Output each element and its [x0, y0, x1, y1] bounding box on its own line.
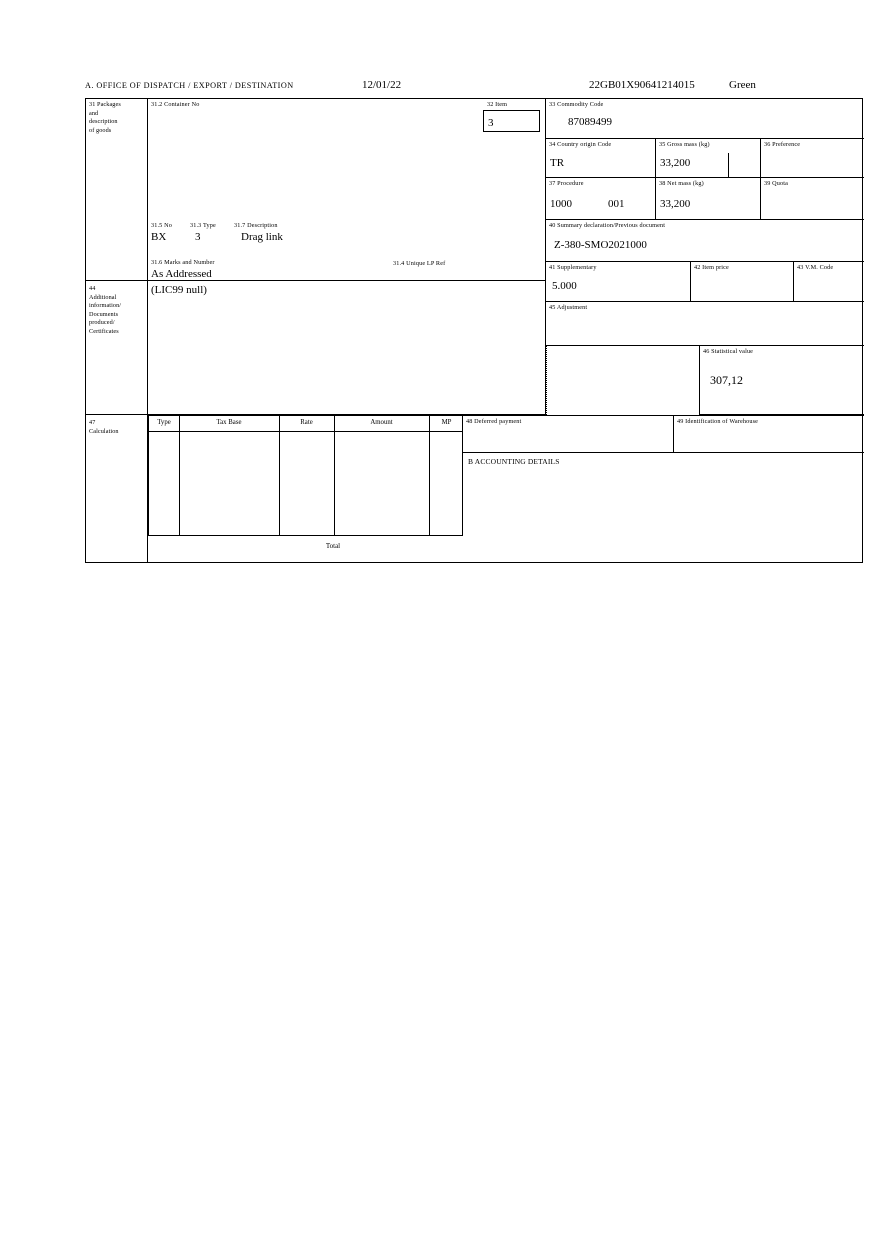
box-37-cell: [546, 178, 656, 220]
box-31-3-type-label: 31.3 Type: [190, 222, 216, 229]
box-47-head-sep-4: [429, 416, 430, 432]
box-31-7-description-label: 31.7 Description: [234, 222, 278, 229]
box-35-label: 35 Gross mass (kg): [659, 141, 710, 148]
box-31-label-line-4: of goods: [89, 126, 112, 134]
box-44-label-line-2: Additional: [89, 293, 117, 301]
box-47-body-sep-1: [179, 432, 180, 536]
box-45-dotted-divider: [546, 346, 547, 415]
box-46-label: 46 Statistical value: [703, 348, 754, 355]
box-47-label-line-2: Calculation: [89, 427, 119, 435]
box-48-cell: [463, 415, 674, 453]
routing-lane: Green: [729, 79, 756, 91]
box-44-label-line-6: Certificates: [89, 327, 119, 335]
box-31-3-type-value: 3: [195, 231, 201, 243]
box-44-value-cell: [148, 281, 546, 415]
box-47-label-line-1: 47: [89, 419, 96, 426]
declaration-frame: [85, 98, 863, 563]
box-49-cell: [674, 415, 864, 453]
box-48-label: 48 Deferred payment: [466, 418, 522, 425]
box-39-label: 39 Quota: [764, 180, 789, 187]
box-47-col-amount: Amount: [370, 419, 393, 426]
box-31-6-marks-value: As Addressed: [151, 268, 212, 280]
box-47-label: [89, 419, 147, 436]
box-47-col-rate: Rate: [300, 419, 313, 426]
box-40-label: 40 Summary declaration/Previous document: [549, 222, 666, 229]
box-44-value: (LIC99 null): [151, 284, 207, 296]
box-49-label: 49 Identification of Warehouse: [677, 418, 759, 425]
box-47-header-row: [148, 415, 463, 432]
box-44-label-line-3: information/: [89, 302, 122, 310]
box-32-item-value: 3: [488, 117, 494, 129]
box-33-cell: [546, 99, 864, 139]
box-38-label: 38 Net mass (kg): [659, 180, 704, 187]
box-31-label: [89, 101, 147, 135]
header-row: [85, 80, 863, 94]
box-43-label: 43 V.M. Code: [797, 264, 834, 271]
box-40-cell: [546, 220, 864, 262]
box-45-label: 45 Adjustment: [549, 304, 588, 311]
box-47-label-cell: [86, 415, 148, 563]
box-46-cell: [699, 346, 864, 415]
box-47-col-mp: MP: [441, 419, 452, 426]
box-47-body: [148, 432, 463, 536]
box-32-item-box: [483, 110, 540, 132]
box-34-value: TR: [550, 157, 565, 169]
box-42-cell: [691, 262, 794, 302]
box-46-value: 307,12: [710, 373, 743, 387]
box-47-body-sep-3: [334, 432, 335, 536]
box-44-label-line-4: Documents: [89, 310, 119, 318]
box-35-divider: [728, 153, 729, 178]
box-41-cell: [546, 262, 691, 302]
box-47-head-sep-3: [334, 416, 335, 432]
box-43-cell: [794, 262, 864, 302]
box-36-label: 36 Preference: [764, 141, 801, 148]
box-47-total-label: Total: [325, 542, 341, 550]
box-31-label-line-2: and: [89, 109, 99, 117]
box-44-label-line-5: produced/: [89, 319, 115, 327]
box-31-4-unique-lp-label: 31.4 Unique LP Ref: [393, 260, 446, 267]
box-38-cell: [656, 178, 761, 220]
box-33-value: 87089499: [568, 116, 612, 128]
box-47-col-tax-base: Tax Base: [216, 419, 242, 426]
box-47-body-sep-4: [429, 432, 430, 536]
box-47-col-type: Type: [157, 419, 171, 426]
box-47-head-sep-2: [279, 416, 280, 432]
box-35-value: 33,200: [660, 157, 691, 169]
box-47-total-row: [148, 536, 463, 563]
box-37-value-1: 1000: [550, 198, 572, 210]
box-41-label: 41 Supplementary: [549, 264, 597, 271]
movement-reference-number: 22GB01X90641214015: [589, 79, 695, 91]
box-47-table: [148, 415, 463, 563]
box-45-cell: [546, 302, 864, 346]
box-38-value: 33,200: [660, 198, 691, 210]
box-b-cell: [463, 453, 864, 563]
box-33-label: 33 Commodity Code: [549, 101, 604, 108]
box-a-label: A. OFFICE OF DISPATCH / EXPORT / DESTINATION: [85, 81, 294, 90]
box-44-label: [89, 285, 147, 337]
box-31-label-line-1: 31 Packages: [89, 101, 121, 108]
box-41-value: 5.000: [552, 280, 577, 292]
box-42-label: 42 Item price: [694, 264, 729, 271]
box-31-5-no-label: 31.5 No: [151, 222, 172, 229]
box-31-label-cell: [86, 99, 148, 281]
box-40-value: Z-380-SMO2021000: [554, 239, 647, 251]
box-47-body-sep-2: [279, 432, 280, 536]
box-35-cell: [656, 139, 761, 178]
box-34-cell: [546, 139, 656, 178]
declaration-date: 12/01/22: [362, 79, 402, 91]
box-31-label-line-3: description: [89, 118, 118, 126]
box-31-2-container-label: 31.2 Container No: [151, 101, 200, 108]
box-39-cell: [761, 178, 864, 220]
box-36-cell: [761, 139, 864, 178]
box-37-value-2: 001: [608, 198, 625, 210]
box-b-label: B ACCOUNTING DETAILS: [468, 457, 560, 466]
box-32-label: 32 Item: [487, 101, 508, 108]
box-31-5-no-value: BX: [151, 231, 167, 243]
box-47-head-sep-1: [179, 416, 180, 432]
box-44-label-cell: [86, 281, 148, 415]
box-34-label: 34 Country origin Code: [549, 141, 612, 148]
box-31-7-description-value: Drag link: [241, 231, 283, 243]
box-31-6-marks-label: 31.6 Marks and Number: [151, 259, 215, 266]
box-37-label: 37 Procedure: [549, 180, 584, 187]
box-44-label-line-1: 44: [89, 285, 96, 292]
